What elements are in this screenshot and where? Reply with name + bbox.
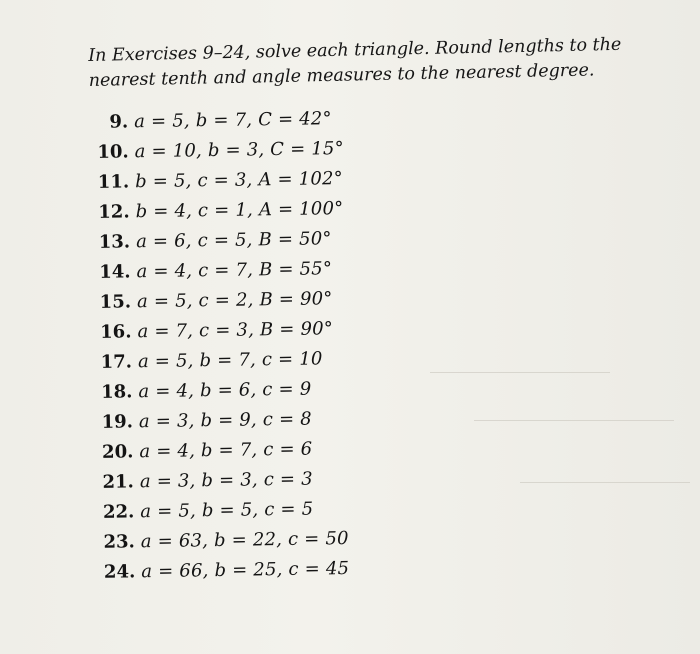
exercise-number: 17.: [100, 351, 133, 373]
exercise-number: 18.: [100, 381, 133, 403]
exercise-number: 14.: [99, 261, 131, 283]
exercise-given: b = 5, c = 3, A = 102°: [134, 168, 344, 193]
exercise-number: 23.: [103, 531, 135, 553]
exercise-item: [94, 494, 350, 528]
exercise-item: [94, 464, 350, 498]
exercise-item: [90, 254, 346, 288]
exercise-item: [93, 404, 349, 438]
exercise-given: a = 3, b = 3, c = 3: [139, 468, 313, 493]
exercise-given: a = 5, b = 7, C = 42°: [134, 108, 332, 133]
exercise-given: a = 4, b = 7, c = 6: [139, 438, 313, 463]
exercise-number: 22.: [102, 501, 135, 523]
exercise-given: a = 5, c = 2, B = 90°: [136, 288, 333, 313]
exercise-item: [95, 524, 351, 558]
exercise-item: [91, 314, 347, 348]
exercise-given: a = 7, c = 3, B = 90°: [137, 318, 334, 343]
exercise-given: a = 4, c = 7, B = 55°: [136, 258, 333, 283]
exercise-given: a = 6, c = 5, B = 50°: [135, 228, 332, 253]
exercise-item: [92, 344, 348, 378]
exercise-given: a = 3, b = 9, c = 8: [138, 408, 313, 433]
exercise-given: a = 4, b = 6, c = 9: [138, 378, 312, 403]
exercise-number: 13.: [98, 231, 131, 253]
exercise-number: 9.: [109, 111, 129, 133]
exercise-number: 24.: [103, 561, 136, 583]
exercise-item: [89, 194, 345, 228]
exercise-given: b = 4, c = 1, A = 100°: [135, 198, 344, 223]
exercise-given: a = 66, b = 25, c = 45: [141, 557, 350, 583]
exercise-number: 15.: [99, 291, 132, 313]
exercise-number: 11.: [97, 171, 130, 193]
exercise-list: [88, 104, 351, 588]
exercise-given: a = 5, b = 5, c = 5: [140, 498, 314, 523]
bleed-through-rule: [430, 372, 610, 373]
exercise-item: [89, 164, 345, 198]
exercise-given: a = 10, b = 3, C = 15°: [134, 137, 344, 163]
exercise-given: a = 63, b = 22, c = 50: [140, 527, 349, 553]
exercise-number: 19.: [101, 411, 134, 433]
exercise-item: [93, 434, 349, 468]
exercise-number: 12.: [98, 201, 130, 223]
exercise-number: 16.: [100, 321, 132, 343]
exercise-item: [88, 104, 344, 138]
exercise-item: [88, 134, 344, 168]
exercise-item: [90, 224, 346, 258]
exercise-instructions: In Exercises 9–24, solve each triangle. Round lengths to the nearest tenth and angle measures to the nearest degree.: [88, 34, 622, 91]
exercise-number: 21.: [102, 471, 135, 493]
exercise-number: 20.: [101, 441, 134, 463]
bleed-through-rule: [474, 420, 674, 421]
exercise-item: [95, 554, 351, 588]
exercise-given: a = 5, b = 7, c = 10: [137, 348, 323, 373]
exercise-item: [92, 374, 348, 408]
bleed-through-rule: [520, 482, 690, 483]
exercise-number: 10.: [97, 141, 129, 163]
exercise-item: [91, 284, 347, 318]
